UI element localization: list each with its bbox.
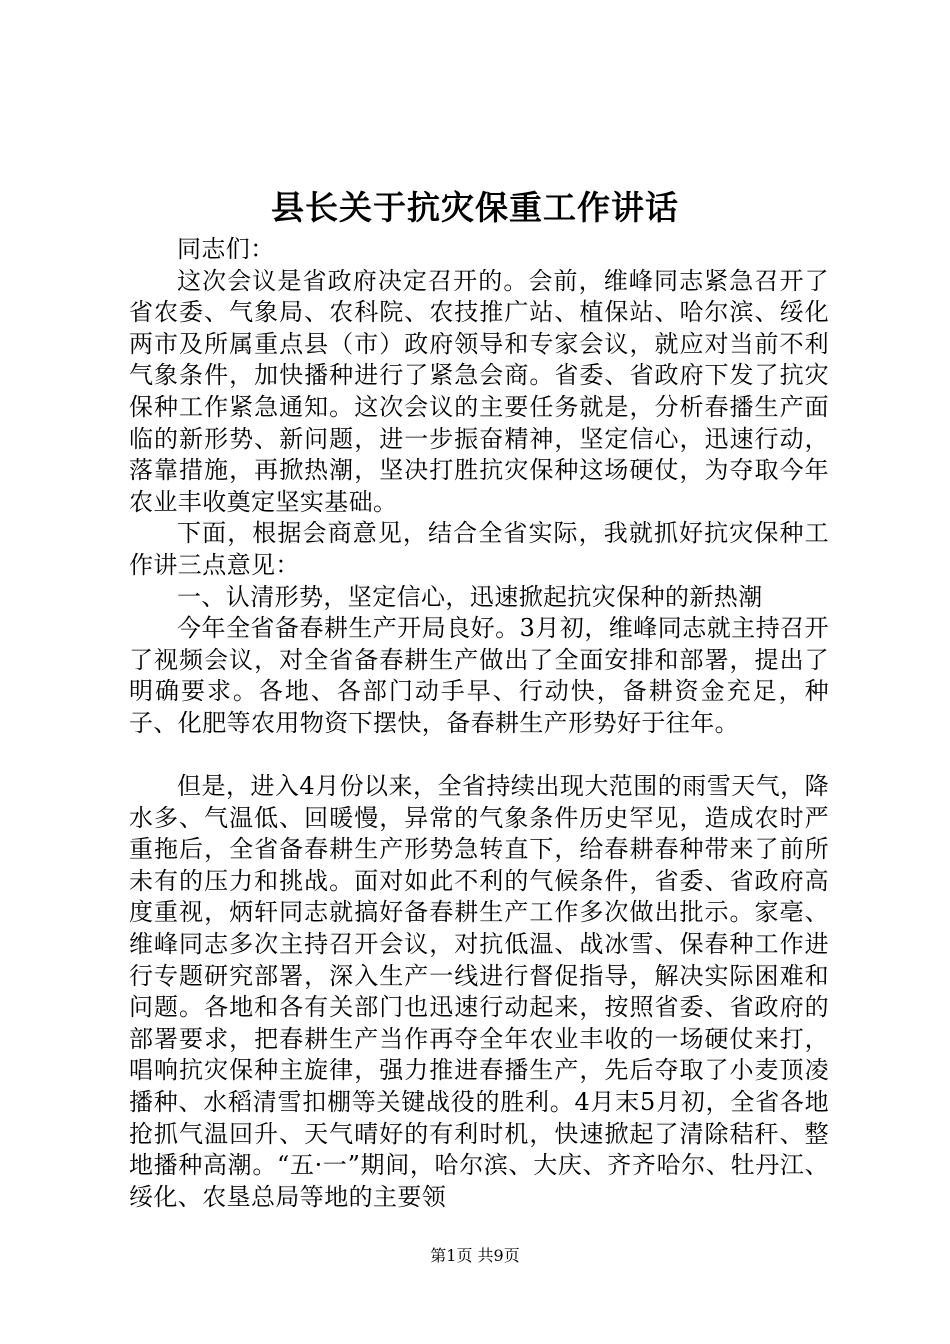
document-title: 县长关于抗灾保重工作讲话: [271, 188, 679, 227]
body-paragraph: 但是，进入4月份以来，全省持续出现大范围的雨雪天气，降水多、气温低、回暖慢，异常的气象条件历史罕见，造成农时严重拖后，全省备春耕生产形势急转直下，给春耕春种带来了前所未有的压力和挑战。面对如此不利的气候条件，省委、省政府高度重视，炳轩同志就搞好备春耕生产工作多次做出批示。家亳、维峰同志多次主持召开会议，对抗低温、战冰雪、保春种工作进行专题研究部署，深入生产一线进行督促指导，解决实际困难和问题。各地和各有关部门也迅速行动起来，按照省委、省政府的部署要求，把春耕生产当作再夺全年农业丰收的一场硬仗来打，唱响抗灾保种主旋律，强力推进春播生产，先后夺取了小麦顶凌播种、水稻清雪扣棚等关键战役的胜利。4月末5月初，全省各地抢抓气温回升、天气晴好的有利时机，快速掀起了清除秸秆、整地播种高潮。“五·一”期间，哈尔滨、大庆、齐齐哈尔、牡丹江、绥化、农垦总局等地的主要领: [129, 772, 829, 1211]
body-paragraph: 下面，根据会商意见，结合全省实际，我就抓好抗灾保种工作讲三点意见：: [129, 519, 829, 579]
document-body: [129, 234, 829, 1213]
section-heading: 一、认清形势，坚定信心，迅速掀起抗灾保种的新热潮: [177, 582, 763, 611]
page-footer: 第1页 共9页: [430, 1246, 520, 1265]
salutation-paragraph: 同志们：: [177, 235, 275, 263]
body-paragraph: 今年全省备春耕生产开局良好。3月初，维峰同志就主持召开了视频会议，对全省备春耕生产做出了全面安排和部署，提出了明确要求。各地、各部门动手早、行动快，备耕资金充足，种子、化肥等农用物资下摆快，备春耕生产形势好于往年。: [129, 614, 829, 737]
body-paragraph: 这次会议是省政府决定召开的。会前，维峰同志紧急召开了省农委、气象局、农科院、农技推广站、植保站、哈尔滨、绥化两市及所属重点县（市）政府领导和专家会议，就应对当前不利气象条件，加快播种进行了紧急会商。省委、省政府下发了抗灾保种工作紧急通知。这次会议的主要任务就是，分析春播生产面临的新形势、新问题，进一步振奋精神，坚定信心，迅速行动，落靠措施，再掀热潮，坚决打胜抗灾保种这场硬仗，为夺取今年农业丰收奠定坚实基础。: [129, 266, 829, 516]
